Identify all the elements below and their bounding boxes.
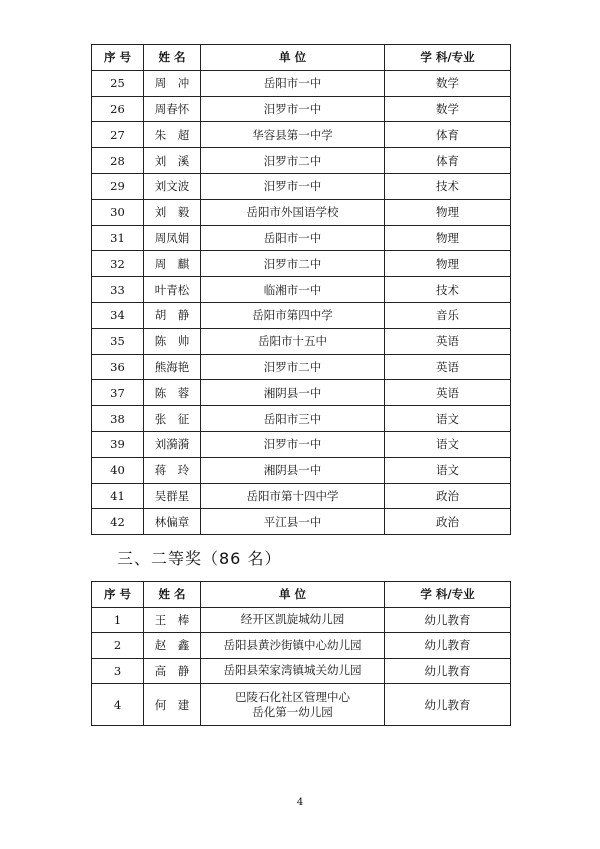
header-unit: 单 位 (201, 45, 385, 71)
cell-unit: 湘阴县一中 (201, 457, 385, 483)
cell-unit (201, 633, 385, 659)
table-row (92, 148, 511, 174)
header-subject: 学 科/专业 (385, 45, 511, 71)
cell-unit: 汨罗市二中 (201, 354, 385, 380)
cell-unit: 岳阳市第十四中学 (201, 483, 385, 509)
cell-unit: 华容县第一中学 (201, 122, 385, 148)
table-row (92, 302, 511, 328)
cell-number: 2 (92, 633, 144, 659)
cell-subject: 幼儿教育 (385, 658, 511, 684)
table-row (92, 483, 511, 509)
cell-subject: 政治 (385, 483, 511, 509)
cell-number: 31 (92, 225, 144, 251)
cell-name: 张 征 (144, 406, 201, 432)
cell-number: 40 (92, 457, 144, 483)
cell-number: 32 (92, 251, 144, 277)
header-number: 序 号 (92, 582, 144, 608)
table-row (92, 225, 511, 251)
cell-name: 周 冲 (144, 70, 201, 96)
cell-unit: 岳阳市一中 (201, 70, 385, 96)
table-row (92, 457, 511, 483)
cell-name: 陈 蓉 (144, 380, 201, 406)
table-row (92, 277, 511, 303)
table-row (92, 406, 511, 432)
cell-name: 熊海艳 (144, 354, 201, 380)
cell-unit (201, 684, 385, 726)
cell-name: 周春怀 (144, 96, 201, 122)
cell-subject: 技术 (385, 277, 511, 303)
cell-number: 41 (92, 483, 144, 509)
unit-line: 岳阳县荣家湾镇城关幼儿园 (223, 663, 362, 678)
cell-name: 林偏章 (144, 509, 201, 535)
table-header-row (92, 45, 511, 71)
cell-unit: 湘阴县一中 (201, 380, 385, 406)
table-row (92, 509, 511, 535)
cell-unit: 岳阳市一中 (201, 225, 385, 251)
table-row (92, 328, 511, 354)
cell-number: 35 (92, 328, 144, 354)
section-heading: 三、二等奖（86 名） (117, 549, 282, 568)
cell-subject: 体育 (385, 122, 511, 148)
table-row (92, 122, 511, 148)
table-row (92, 431, 511, 457)
table-header-row (92, 582, 511, 608)
header-number: 序 号 (92, 45, 144, 71)
cell-number: 42 (92, 509, 144, 535)
cell-subject: 幼儿教育 (385, 684, 511, 726)
cell-number: 1 (92, 607, 144, 633)
cell-unit: 岳阳市外国语学校 (201, 199, 385, 225)
cell-number: 29 (92, 173, 144, 199)
table-row (92, 96, 511, 122)
cell-name: 吴群星 (144, 483, 201, 509)
award-table-second-prize (91, 581, 511, 726)
cell-subject: 物理 (385, 225, 511, 251)
cell-unit: 汨罗市一中 (201, 173, 385, 199)
cell-number: 25 (92, 70, 144, 96)
cell-name: 叶青松 (144, 277, 201, 303)
header-name: 姓 名 (144, 582, 201, 608)
cell-subject: 物理 (385, 251, 511, 277)
cell-name: 赵 鑫 (144, 633, 201, 659)
cell-subject: 数学 (385, 96, 511, 122)
cell-name: 高 静 (144, 658, 201, 684)
cell-subject: 音乐 (385, 302, 511, 328)
cell-unit (201, 658, 385, 684)
cell-number: 36 (92, 354, 144, 380)
cell-subject: 英语 (385, 354, 511, 380)
cell-unit: 平江县一中 (201, 509, 385, 535)
cell-subject: 政治 (385, 509, 511, 535)
cell-subject: 物理 (385, 199, 511, 225)
cell-number: 4 (92, 684, 144, 726)
cell-number: 38 (92, 406, 144, 432)
cell-unit: 岳阳市十五中 (201, 328, 385, 354)
cell-subject: 语文 (385, 457, 511, 483)
unit-line: 岳阳县黄沙街镇中心幼儿园 (223, 637, 362, 652)
cell-subject: 语文 (385, 406, 511, 432)
cell-unit: 汨罗市二中 (201, 148, 385, 174)
cell-subject: 幼儿教育 (385, 633, 511, 659)
cell-number: 37 (92, 380, 144, 406)
table-row (92, 684, 511, 726)
cell-name: 刘文波 (144, 173, 201, 199)
cell-subject: 技术 (385, 173, 511, 199)
cell-name: 刘 溪 (144, 148, 201, 174)
cell-name: 朱 超 (144, 122, 201, 148)
cell-name: 王 棒 (144, 607, 201, 633)
cell-name: 何 建 (144, 684, 201, 726)
cell-unit: 汨罗市一中 (201, 96, 385, 122)
cell-unit: 临湘市一中 (201, 277, 385, 303)
cell-number: 39 (92, 431, 144, 457)
cell-subject: 幼儿教育 (385, 607, 511, 633)
cell-subject: 数学 (385, 70, 511, 96)
header-name: 姓 名 (144, 45, 201, 71)
table-row (92, 380, 511, 406)
cell-subject: 语文 (385, 431, 511, 457)
cell-unit: 汨罗市一中 (201, 431, 385, 457)
unit-line: 经开区凯旋城幼儿园 (240, 612, 345, 627)
table-row (92, 70, 511, 96)
cell-name: 周 麒 (144, 251, 201, 277)
cell-number: 26 (92, 96, 144, 122)
cell-name: 周凤娟 (144, 225, 201, 251)
header-subject: 学 科/专业 (385, 582, 511, 608)
cell-unit: 岳阳市第四中学 (201, 302, 385, 328)
unit-line: 巴陵石化社区管理中心 (235, 689, 350, 704)
cell-number: 3 (92, 658, 144, 684)
cell-number: 27 (92, 122, 144, 148)
cell-unit: 岳阳市三中 (201, 406, 385, 432)
table-row (92, 199, 511, 225)
table-row (92, 658, 511, 684)
table-row (92, 633, 511, 659)
unit-line: 岳化第一幼儿园 (252, 704, 333, 719)
cell-number: 30 (92, 199, 144, 225)
header-unit: 单 位 (201, 582, 385, 608)
cell-name: 刘 毅 (144, 199, 201, 225)
cell-subject: 体育 (385, 148, 511, 174)
cell-subject: 英语 (385, 328, 511, 354)
cell-unit: 汨罗市二中 (201, 251, 385, 277)
cell-name: 陈 帅 (144, 328, 201, 354)
page-number: 4 (296, 797, 304, 808)
table-row (92, 607, 511, 633)
award-table-first (91, 44, 511, 535)
cell-number: 34 (92, 302, 144, 328)
table-row (92, 251, 511, 277)
cell-number: 28 (92, 148, 144, 174)
cell-name: 刘漪漪 (144, 431, 201, 457)
table-row (92, 173, 511, 199)
cell-subject: 英语 (385, 380, 511, 406)
cell-name: 蒋 玲 (144, 457, 201, 483)
cell-number: 33 (92, 277, 144, 303)
cell-name: 胡 静 (144, 302, 201, 328)
cell-unit (201, 607, 385, 633)
table-row (92, 354, 511, 380)
